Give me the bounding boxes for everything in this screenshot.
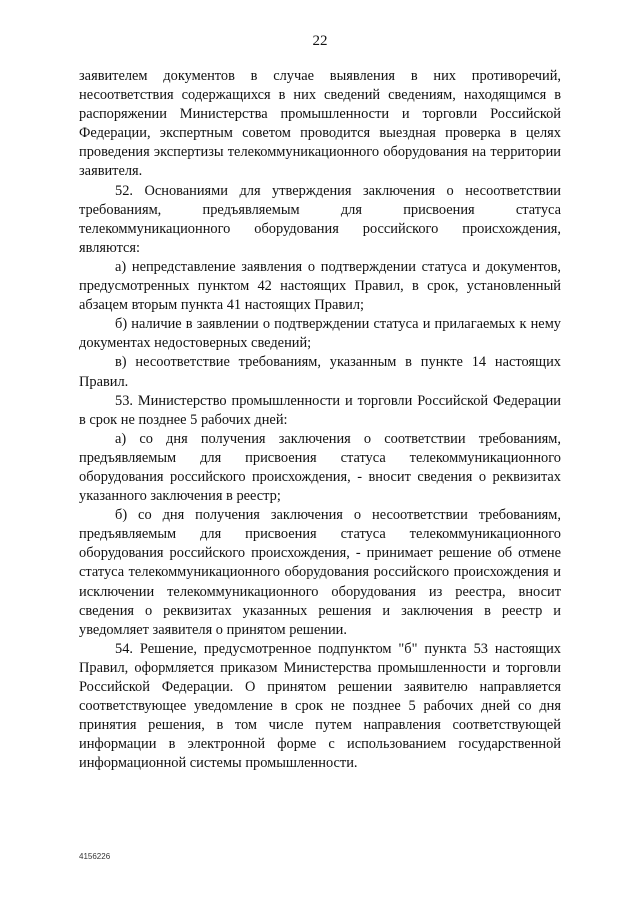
page-number: 22 [312,33,328,49]
paragraph: а) со дня получения заключения о соответствии требованиям, предъявляемым для присвоения статуса телекоммуникационного оборудования российского происхождения, - вносит сведения о реквизитах указанного заключения в реестр; [79,430,561,505]
document-body [79,67,561,773]
document-id: 4156226 [79,852,111,861]
paragraph: заявителем документов в случае выявления в них противоречий, несоответствия содержащихся в них сведений сведениям, находящимся в распоряжении Министерства промышленности и торговли Российской Федерации, экспертным советом проводится выездная проверка в целях проведения экспертизы телекоммуникационного оборудования на территории заявителя. [79,68,561,180]
paragraph: б) со дня получения заключения о несоответствии требованиям, предъявляемым для присвоения статуса телекоммуникационного оборудования российского происхождения, - принимает решение об отмене статуса телекоммуникационного оборудования российского происхождения и исключении телекоммуникационного оборудования из реестра, вносит сведения о реквизитах указанных решения и заключения в реестр и уведомляет заявителя о принятом решении. [79,507,561,638]
paragraph: б) наличие в заявлении о подтверждении статуса и прилагаемых к нему документах недостоверных сведений; [79,316,561,352]
paragraph: 52. Основаниями для утверждения заключения о несоответствии требованиям, предъявляемым для присвоения статуса телекоммуникационного оборудования российского происхождения, являются: [79,182,561,256]
paragraph: 54. Решение, предусмотренное подпунктом "б" пункта 53 настоящих Правил, оформляется приказом Министерства промышленности и торговли Российской Федерации. О принятом решении заявителю направляется соответствующее уведомление в срок не позднее 5 рабочих дней со дня принятия решения, в том числе путем направления соответствующей информации в электронной форме с использованием государственной информационной системы промышленности. [79,640,561,772]
paragraph: в) несоответствие требованиям, указанным в пункте 14 настоящих Правил. [79,354,561,390]
paragraph: а) непредставление заявления о подтверждении статуса и документов, предусмотренных пунктом 42 настоящих Правил, в срок, установленный абзацем вторым пункта 41 настоящих Правил; [79,258,561,314]
paragraph: 53. Министерство промышленности и торговли Российской Федерации в срок не позднее 5 рабочих дней: [79,392,561,428]
